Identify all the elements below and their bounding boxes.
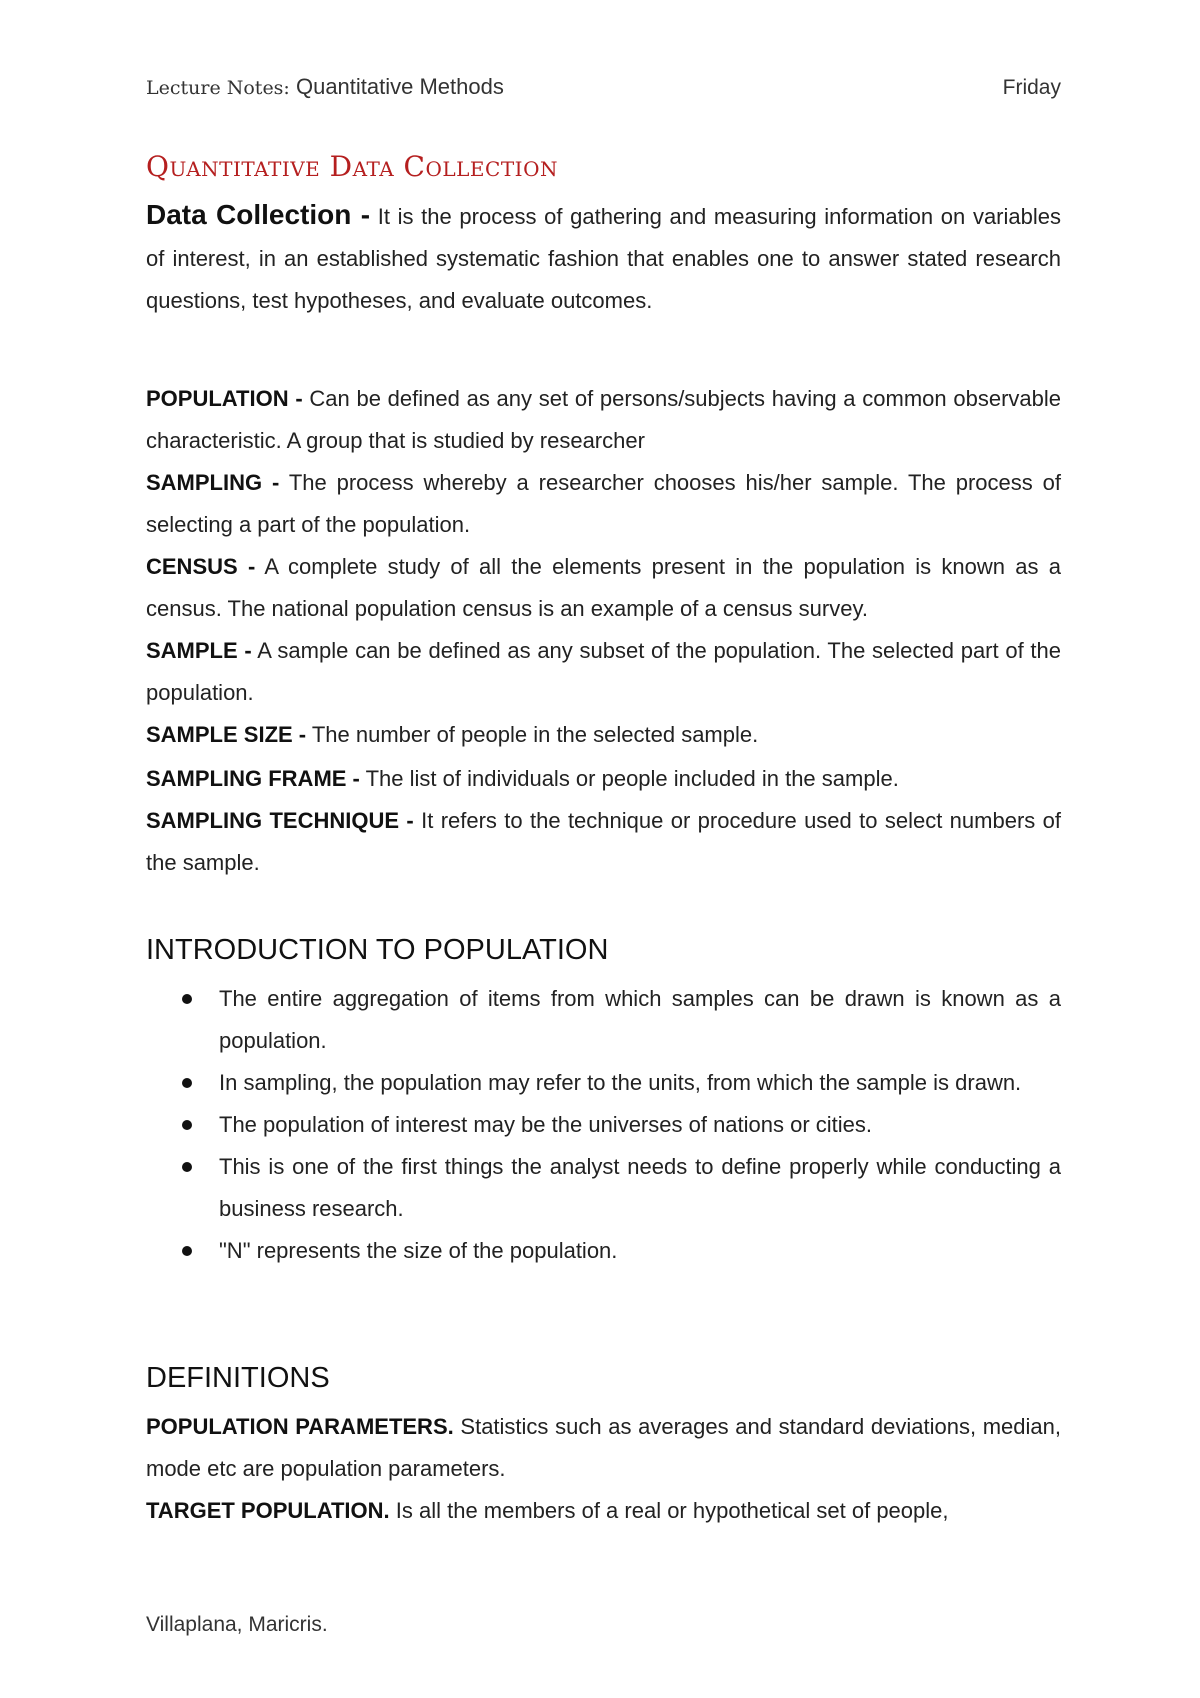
page-header-left — [146, 74, 504, 100]
definition-term: SAMPLE - — [146, 638, 252, 663]
definition-population — [146, 378, 1061, 462]
definition-text: A sample can be defined as any subset of the population. The selected part of the population. — [146, 638, 1061, 705]
definition-text: The list of individuals or people included in the sample. — [365, 766, 899, 791]
definition-population-parameters — [146, 1406, 1061, 1490]
bullet-dot-icon — [182, 994, 192, 1004]
definition-text: Statistics such as averages and standard deviations, median, mode etc are population parameters. — [146, 1414, 1061, 1481]
page-footer-author: Villaplana, Maricris. — [146, 1613, 328, 1636]
definition-target-population — [146, 1490, 1061, 1532]
population-bullet-list — [146, 978, 1061, 1272]
bullet-dot-icon — [182, 1120, 192, 1130]
list-item: In sampling, the population may refer to the units, from which the sample is drawn. — [146, 1062, 1061, 1104]
definition-text: Can be defined as any set of persons/subjects having a common observable characteristic. A group that is studied by researcher — [146, 386, 1061, 453]
list-item: The population of interest may be the universes of nations or cities. — [146, 1104, 1061, 1146]
intro-paragraph — [146, 194, 1061, 322]
lecture-notes-label: Lecture Notes: — [146, 77, 290, 99]
course-name: Quantitative Methods — [295, 74, 504, 99]
definition-text: It refers to the technique or procedure used to select numbers of the sample. — [146, 808, 1061, 875]
definition-sample-size — [146, 714, 1061, 756]
definition-census — [146, 546, 1061, 630]
list-item: "N" represents the size of the population. — [146, 1230, 1061, 1272]
definition-term: SAMPLE SIZE - — [146, 722, 307, 747]
definition-sampling — [146, 462, 1061, 546]
definition-sampling-frame — [146, 758, 1061, 800]
definition-term: POPULATION PARAMETERS. — [146, 1414, 454, 1439]
document-title: Quantitative Data Collection — [146, 150, 558, 183]
bullet-dot-icon — [182, 1162, 192, 1172]
definition-text: Is all the members of a real or hypothetical set of people, — [395, 1498, 949, 1523]
list-item: The entire aggregation of items from which samples can be drawn is known as a population. — [146, 978, 1061, 1062]
definition-text: A complete study of all the elements present in the population is known as a census. The national population census is an example of a census survey. — [146, 554, 1062, 621]
definition-sample — [146, 630, 1061, 714]
intro-term: Data Collection - — [146, 199, 371, 230]
definition-sampling-technique — [146, 800, 1061, 884]
section-heading-introduction: INTRODUCTION TO POPULATION — [146, 934, 609, 966]
definition-term: SAMPLING TECHNIQUE - — [146, 808, 414, 833]
definition-text: The number of people in the selected sample. — [311, 722, 759, 747]
intro-text: It is the process of gathering and measuring information on variables of interest, in an established systematic fashion that enables one to answer stated research questions, test hypotheses, and evaluate outcomes. — [146, 204, 1061, 313]
page-header-day: Friday — [1002, 76, 1061, 99]
definition-term: SAMPLING FRAME - — [146, 766, 360, 791]
list-item: This is one of the first things the analyst needs to define properly while conducting a business research. — [146, 1146, 1061, 1230]
bullet-dot-icon — [182, 1078, 192, 1088]
section-heading-definitions: DEFINITIONS — [146, 1362, 330, 1394]
definition-term: TARGET POPULATION. — [146, 1498, 390, 1523]
definition-term: CENSUS - — [146, 554, 256, 579]
bullet-dot-icon — [182, 1246, 192, 1256]
definition-term: SAMPLING - — [146, 470, 280, 495]
definition-text: The process whereby a researcher chooses his/her sample. The process of selecting a part of the population. — [146, 470, 1061, 537]
definition-term: POPULATION - — [146, 386, 303, 411]
